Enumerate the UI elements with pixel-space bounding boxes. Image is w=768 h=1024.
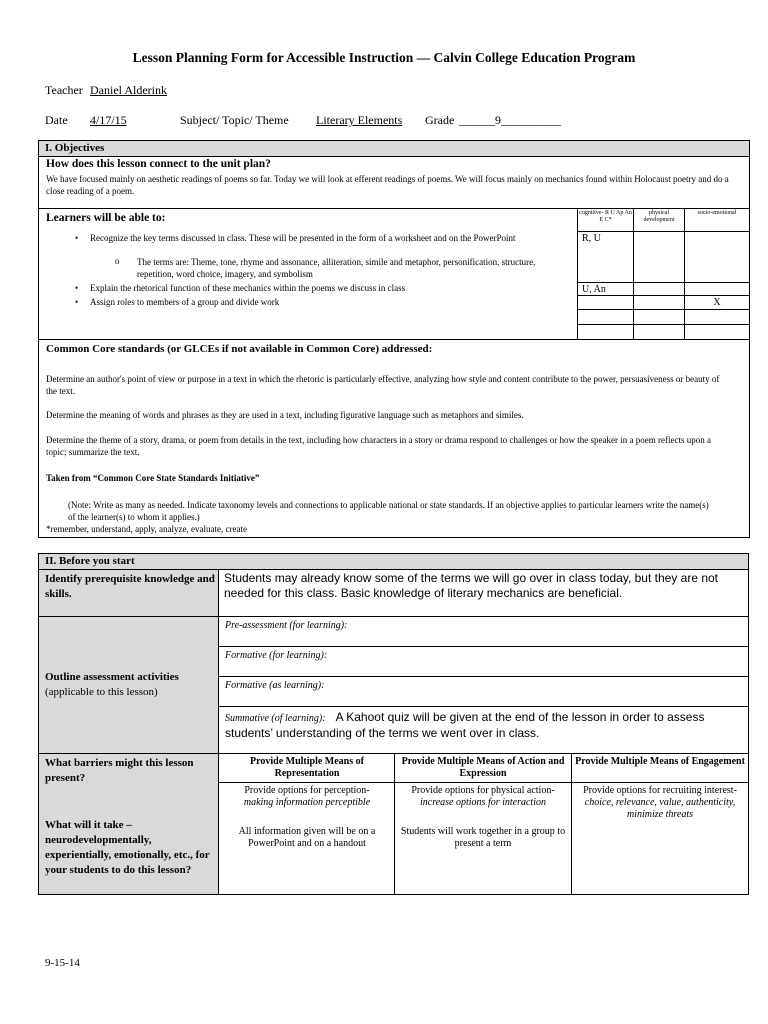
- page-title: Lesson Planning Form for Accessible Instruction — Calvin College Education Program: [132, 50, 636, 65]
- udl-heading-representation: Provide Multiple Means of Representation: [250, 756, 364, 779]
- grade-label: Grade: [425, 113, 455, 127]
- standard-item: Determine an author's point of view or purpose in a text in which the rhetoric is particularly effective, analyzing how style and content contribute to the power, persuasiveness or beauty of the text.: [46, 374, 720, 396]
- subject-value: Literary Elements: [316, 113, 403, 127]
- standard-item: Determine the meaning of words and phrases as they are used in a text, including figurative language such as metaphors and similes.: [46, 410, 524, 420]
- teacher-label: Teacher: [45, 83, 83, 97]
- col-header-physical: physical development: [643, 210, 675, 223]
- col-header-socio: socio-emotional: [697, 210, 737, 216]
- udl-heading-engagement: Provide Multiple Means of Engagement: [575, 756, 745, 767]
- standards-source: Taken from “Common Core State Standards Initiative”: [46, 473, 260, 483]
- connect-text: We have focused mainly on aesthetic readings of poems so far. Today we will look at efferent readings of poems. We will focus mainly on mechanics found within Holocaust poetry and do a close reading of a poem.: [46, 174, 729, 196]
- what-will-it-take-label: What will it take – neurodevelopmentally, experientially, emotionally, etc., for your students to do this lesson?: [45, 819, 210, 876]
- formative-for: Formative (for learning):: [225, 650, 328, 661]
- date-value: 4/17/15: [90, 113, 127, 127]
- udl-action-note: Students will work together in a group to present a term: [400, 826, 566, 849]
- assessment-label: Outline assessment activities (applicable to this lesson): [45, 671, 179, 698]
- standards-heading: Common Core standards (or GLCEs if not available in Common Core) addressed:: [46, 343, 433, 355]
- grade-value: ______9__________: [459, 113, 561, 127]
- learners-heading: Learners will be able to:: [46, 212, 166, 224]
- col-header-cognitive: cognitive- R U Ap An E C*: [579, 210, 632, 223]
- pre-assessment: Pre-assessment (for learning):: [225, 620, 348, 631]
- objectives-note: (Note: Write as many as needed. Indicate taxonomy levels and connections to applicable national or state standards. If an objective applies to particular learners write the name(s) of the learner(s) to whom it applies.): [68, 500, 709, 522]
- formative-as: Formative (as learning):: [225, 680, 325, 691]
- objectives-header: I. Objectives: [39, 141, 749, 156]
- row-socio: X: [713, 297, 721, 308]
- objective-item: Explain the rhetorical function of these mechanics within the poems we discuss in class: [90, 283, 406, 293]
- row-cognitive: R, U: [582, 233, 601, 244]
- teacher-name: Daniel Alderink: [90, 83, 167, 97]
- barriers-label: What barriers might this lesson present?: [45, 757, 194, 784]
- taxonomy-footnote: *remember, understand, apply, analyze, evaluate, create: [46, 524, 247, 534]
- before-header: II. Before you start: [39, 554, 748, 569]
- footer-date: 9-15-14: [45, 957, 80, 969]
- objective-subitem: The terms are: Theme, tone, rhyme and assonance, alliteration, simile and metaphor, personification, structure, repetition, word choice, imagery, and symbolism: [137, 257, 536, 279]
- summative: Summative (of learning): A Kahoot quiz will be given at the end of the lesson in order to assess students’ understanding of the terms we went over in class.: [225, 710, 705, 740]
- prereq-text: Students may already know some of the terms we will go over in class today, but they are not needed for this class. Basic knowledge of literary mechanics are beneficial.: [224, 571, 719, 600]
- udl-action: Provide options for physical action- increase options for interaction: [411, 785, 555, 808]
- standard-item: Determine the theme of a story, drama, or poem from details in the text, including how characters in a story or drama respond to challenges or how the speaker in a poem reflects upon a topic; summarize the text.: [46, 435, 711, 457]
- udl-engagement: Provide options for recruiting interest- choice, relevance, value, authenticity, minimize threats: [583, 785, 737, 820]
- objective-item: Recognize the key terms discussed in class. These will be presented in the form of a worksheet and on the PowerPoint: [90, 233, 516, 243]
- sub-bullet-icon: o: [115, 256, 120, 266]
- udl-representation-note: All information given will be on a PowerPoint and on a handout: [238, 826, 376, 849]
- connect-heading: How does this lesson connect to the unit plan?: [46, 158, 271, 170]
- udl-heading-action: Provide Multiple Means of Action and Expression: [401, 756, 565, 779]
- date-label: Date: [45, 113, 68, 127]
- udl-representation: Provide options for perception- making information perceptible: [243, 785, 371, 808]
- subject-label: Subject/ Topic/ Theme: [180, 113, 289, 127]
- objective-item: Assign roles to members of a group and divide work: [90, 297, 280, 307]
- prereq-label: Identify prerequisite knowledge and skills.: [45, 573, 215, 600]
- row-cognitive: U, An: [582, 284, 606, 295]
